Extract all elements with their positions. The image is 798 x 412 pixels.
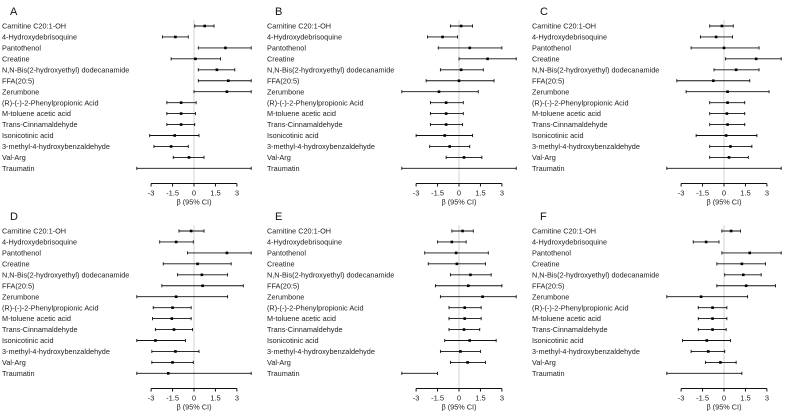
point-estimate [707, 350, 710, 353]
row-label: Creatine [532, 54, 560, 64]
row-label: Isonicotinic acid [2, 131, 54, 141]
x-tick-label: 3 [499, 188, 504, 198]
x-tick-label: 3 [234, 188, 239, 198]
x-tick-label: 3 [764, 393, 769, 403]
row-label: Isonicotinic acid [267, 336, 319, 346]
point-estimate [728, 156, 731, 159]
row-label: 4-Hydroxydebrisoquine [532, 237, 608, 247]
point-estimate [451, 241, 454, 244]
row-label: Carnitine C20:1-OH [267, 226, 332, 236]
point-estimate [173, 328, 176, 331]
row-label: Val-Arg [2, 358, 26, 367]
row-label: 4-Hydroxydebrisoquine [532, 32, 608, 42]
row-label: Trans-Cinnamaldehyde [267, 120, 343, 130]
point-estimate [458, 79, 461, 82]
point-estimate [726, 101, 729, 104]
row-label: 4-Hydroxydebrisoquine [267, 237, 343, 247]
row-label: Zerumbone [532, 292, 570, 302]
row-label: N,N-Bis(2-hydroxyethyl) dodecanamide [267, 270, 395, 280]
row-label: Carnitine C20:1-OH [532, 226, 597, 236]
point-estimate [755, 58, 758, 61]
x-tick-label: -3 [412, 393, 420, 403]
row-label: Traumatin [532, 368, 565, 378]
row-label: 3-methyl-4-hydroxybenzaldehyde [267, 142, 375, 152]
forest-panel-e [267, 211, 516, 412]
x-tick-label: 0 [456, 393, 462, 403]
row-label: M-toluene acetic acid [267, 314, 336, 324]
point-estimate [445, 101, 448, 104]
point-estimate [190, 230, 193, 233]
row-label: Zerumbone [532, 87, 570, 97]
row-label: M-toluene acetic acid [267, 109, 336, 119]
point-estimate [742, 274, 745, 277]
forest-panel-c [532, 6, 781, 207]
row-label: (R)-(-)-2-Phenylpropionic Acid [2, 303, 99, 313]
x-tick-label: -1.5 [431, 188, 445, 198]
point-estimate [706, 339, 709, 342]
row-label: FFA(20:5) [2, 76, 35, 86]
row-label: Isonicotinic acid [532, 131, 584, 141]
x-tick-label: 0 [721, 188, 727, 198]
x-tick-label: -1.5 [696, 188, 710, 198]
point-estimate [180, 123, 183, 126]
point-estimate [715, 36, 718, 39]
point-estimate [171, 306, 174, 309]
row-label: M-toluene acetic acid [532, 109, 601, 119]
x-tick-label: -3 [677, 393, 685, 403]
point-estimate [441, 36, 444, 39]
x-tick-label: 0 [191, 188, 197, 198]
row-label: M-toluene acetic acid [532, 314, 601, 324]
point-estimate [227, 79, 230, 82]
row-label: Val-Arg [267, 358, 291, 367]
row-label: FFA(20:5) [267, 76, 300, 86]
point-estimate [726, 112, 729, 115]
point-estimate [711, 306, 714, 309]
x-tick-label: 1.5 [475, 188, 486, 198]
x-tick-label: -1.5 [696, 393, 710, 403]
x-axis-label: β (95% CI) [441, 402, 477, 412]
row-label: Trans-Cinnamaldehyde [532, 120, 608, 130]
row-label: Isonicotinic acid [532, 336, 584, 346]
point-estimate [463, 317, 466, 320]
forest-panel-a [2, 6, 251, 207]
point-estimate [460, 69, 463, 72]
point-estimate [700, 295, 703, 298]
x-tick-label: 1.5 [210, 188, 221, 198]
x-tick-label: 1.5 [475, 393, 486, 403]
x-tick-label: 0 [721, 393, 727, 403]
point-estimate [721, 25, 724, 28]
point-estimate [226, 90, 229, 93]
point-estimate [188, 156, 191, 159]
row-label: Trans-Cinnamaldehyde [2, 325, 78, 335]
point-estimate [711, 328, 714, 331]
point-estimate [468, 339, 471, 342]
row-label: Val-Arg [532, 153, 556, 162]
point-estimate [748, 252, 751, 255]
x-axis-label: β (95% CI) [176, 197, 212, 207]
forest-panel-b [267, 6, 516, 207]
x-tick-label: -3 [147, 393, 155, 403]
row-label: (R)-(-)-2-Phenylpropionic Acid [267, 98, 364, 108]
row-label: 3-methyl-4-hydroxybenzaldehyde [532, 347, 640, 357]
point-estimate [468, 47, 471, 50]
row-label: Zerumbone [2, 292, 40, 302]
x-axis-label: β (95% CI) [706, 402, 742, 412]
point-estimate [174, 350, 177, 353]
row-label: Carnitine C20:1-OH [267, 21, 332, 31]
point-estimate [216, 69, 219, 72]
row-label: M-toluene acetic acid [2, 109, 71, 119]
row-label: 3-methyl-4-hydroxybenzaldehyde [2, 347, 110, 357]
point-estimate [729, 145, 732, 148]
point-estimate [154, 339, 157, 342]
x-tick-label: -3 [147, 188, 155, 198]
point-estimate [711, 317, 714, 320]
x-tick-label: -3 [677, 188, 685, 198]
row-label: Traumatin [267, 368, 300, 378]
row-label: Trans-Cinnamaldehyde [267, 325, 343, 335]
row-label: FFA(20:5) [267, 281, 300, 291]
point-estimate [445, 112, 448, 115]
row-label: Isonicotinic acid [267, 131, 319, 141]
x-tick-label: 0 [191, 393, 197, 403]
row-label: Zerumbone [2, 87, 40, 97]
point-estimate [201, 274, 204, 277]
point-estimate [461, 230, 464, 233]
point-estimate [445, 123, 448, 126]
point-estimate [170, 145, 173, 148]
panel-label: B [275, 6, 283, 18]
row-label: Creatine [267, 259, 295, 269]
point-estimate [448, 145, 451, 148]
point-estimate [481, 295, 484, 298]
point-estimate [171, 317, 174, 320]
point-estimate [171, 361, 174, 364]
x-tick-label: 0 [456, 188, 462, 198]
x-tick-label: 3 [234, 393, 239, 403]
row-label: Pantothenol [267, 43, 306, 53]
point-estimate [443, 134, 446, 137]
point-estimate [725, 134, 728, 137]
point-estimate [467, 284, 470, 287]
panel-label: E [275, 211, 283, 223]
point-estimate [201, 284, 204, 287]
row-label: N,N-Bis(2-hydroxyethyl) dodecanamide [267, 65, 395, 75]
row-label: N,N-Bis(2-hydroxyethyl) dodecanamide [532, 65, 660, 75]
point-estimate [203, 25, 206, 28]
row-label: 3-methyl-4-hydroxybenzaldehyde [267, 347, 375, 357]
x-axis-label: β (95% CI) [706, 197, 742, 207]
x-tick-label: 1.5 [740, 188, 751, 198]
row-label: N,N-Bis(2-hydroxyethyl) dodecanamide [532, 270, 660, 280]
x-tick-label: -3 [412, 188, 420, 198]
row-label: (R)-(-)-2-Phenylpropionic Acid [532, 98, 629, 108]
row-label: Creatine [2, 54, 30, 64]
point-estimate [173, 134, 176, 137]
row-label: FFA(20:5) [2, 281, 35, 291]
point-estimate [730, 230, 733, 233]
row-label: FFA(20:5) [532, 76, 565, 86]
point-estimate [167, 372, 170, 375]
point-estimate [194, 58, 197, 61]
point-estimate [463, 328, 466, 331]
x-tick-label: 1.5 [740, 393, 751, 403]
point-estimate [175, 241, 178, 244]
point-estimate [719, 361, 722, 364]
row-label: Traumatin [2, 368, 35, 378]
row-label: Pantothenol [2, 248, 41, 258]
point-estimate [460, 25, 463, 28]
point-estimate [180, 101, 183, 104]
x-tick-label: 3 [499, 393, 504, 403]
point-estimate [726, 90, 729, 93]
row-label: Zerumbone [267, 292, 305, 302]
point-estimate [741, 263, 744, 266]
point-estimate [455, 252, 458, 255]
row-label: Carnitine C20:1-OH [532, 21, 597, 31]
row-label: Val-Arg [267, 153, 291, 162]
row-label: Val-Arg [532, 358, 556, 367]
row-label: Creatine [2, 259, 30, 269]
panel-label: A [10, 6, 18, 18]
row-label: (R)-(-)-2-Phenylpropionic Acid [267, 303, 364, 313]
row-label: Traumatin [2, 163, 35, 173]
x-axis-label: β (95% CI) [441, 197, 477, 207]
point-estimate [463, 156, 466, 159]
point-estimate [174, 36, 177, 39]
row-label: FFA(20:5) [532, 281, 565, 291]
row-label: Pantothenol [532, 43, 571, 53]
row-label: Pantothenol [532, 248, 571, 258]
point-estimate [466, 361, 469, 364]
panel-label: C [540, 6, 548, 18]
point-estimate [175, 295, 178, 298]
row-label: Carnitine C20:1-OH [2, 226, 67, 236]
point-estimate [469, 274, 472, 277]
row-label: Carnitine C20:1-OH [2, 21, 67, 31]
row-label: (R)-(-)-2-Phenylpropionic Acid [2, 98, 99, 108]
row-label: 4-Hydroxydebrisoquine [2, 237, 78, 247]
row-label: Val-Arg [2, 153, 26, 162]
row-label: 4-Hydroxydebrisoquine [267, 32, 343, 42]
row-label: Pantothenol [267, 248, 306, 258]
point-estimate [735, 69, 738, 72]
row-label: Trans-Cinnamaldehyde [2, 120, 78, 130]
row-label: 3-methyl-4-hydroxybenzaldehyde [532, 142, 640, 152]
panel-label: F [540, 211, 547, 223]
point-estimate [456, 263, 459, 266]
row-label: 3-methyl-4-hydroxybenzaldehyde [2, 142, 110, 152]
point-estimate [712, 79, 715, 82]
point-estimate [459, 350, 462, 353]
row-label: 4-Hydroxydebrisoquine [2, 32, 78, 42]
forest-panel-d [2, 211, 251, 412]
point-estimate [180, 112, 183, 115]
row-label: Traumatin [532, 163, 565, 173]
row-label: Creatine [267, 54, 295, 64]
row-label: Zerumbone [267, 87, 305, 97]
point-estimate [438, 90, 441, 93]
row-label: Creatine [532, 259, 560, 269]
row-label: Isonicotinic acid [2, 336, 54, 346]
point-estimate [463, 306, 466, 309]
row-label: Trans-Cinnamaldehyde [532, 325, 608, 335]
point-estimate [705, 241, 708, 244]
row-label: M-toluene acetic acid [2, 314, 71, 324]
row-label: (R)-(-)-2-Phenylpropionic Acid [532, 303, 629, 313]
x-tick-label: 1.5 [210, 393, 221, 403]
x-tick-label: -1.5 [166, 393, 180, 403]
row-label: N,N-Bis(2-hydroxyethyl) dodecanamide [2, 65, 130, 75]
point-estimate [723, 47, 726, 50]
point-estimate [224, 47, 227, 50]
x-tick-label: 3 [764, 188, 769, 198]
row-label: N,N-Bis(2-hydroxyethyl) dodecanamide [2, 270, 130, 280]
point-estimate [486, 58, 489, 61]
x-tick-label: -1.5 [166, 188, 180, 198]
x-axis-label: β (95% CI) [176, 402, 212, 412]
point-estimate [226, 252, 229, 255]
forest-panel-f [532, 211, 781, 412]
row-label: Traumatin [267, 163, 300, 173]
point-estimate [726, 123, 729, 126]
point-estimate [196, 263, 199, 266]
point-estimate [745, 284, 748, 287]
x-tick-label: -1.5 [431, 393, 445, 403]
panel-label: D [10, 211, 18, 223]
row-label: Pantothenol [2, 43, 41, 53]
